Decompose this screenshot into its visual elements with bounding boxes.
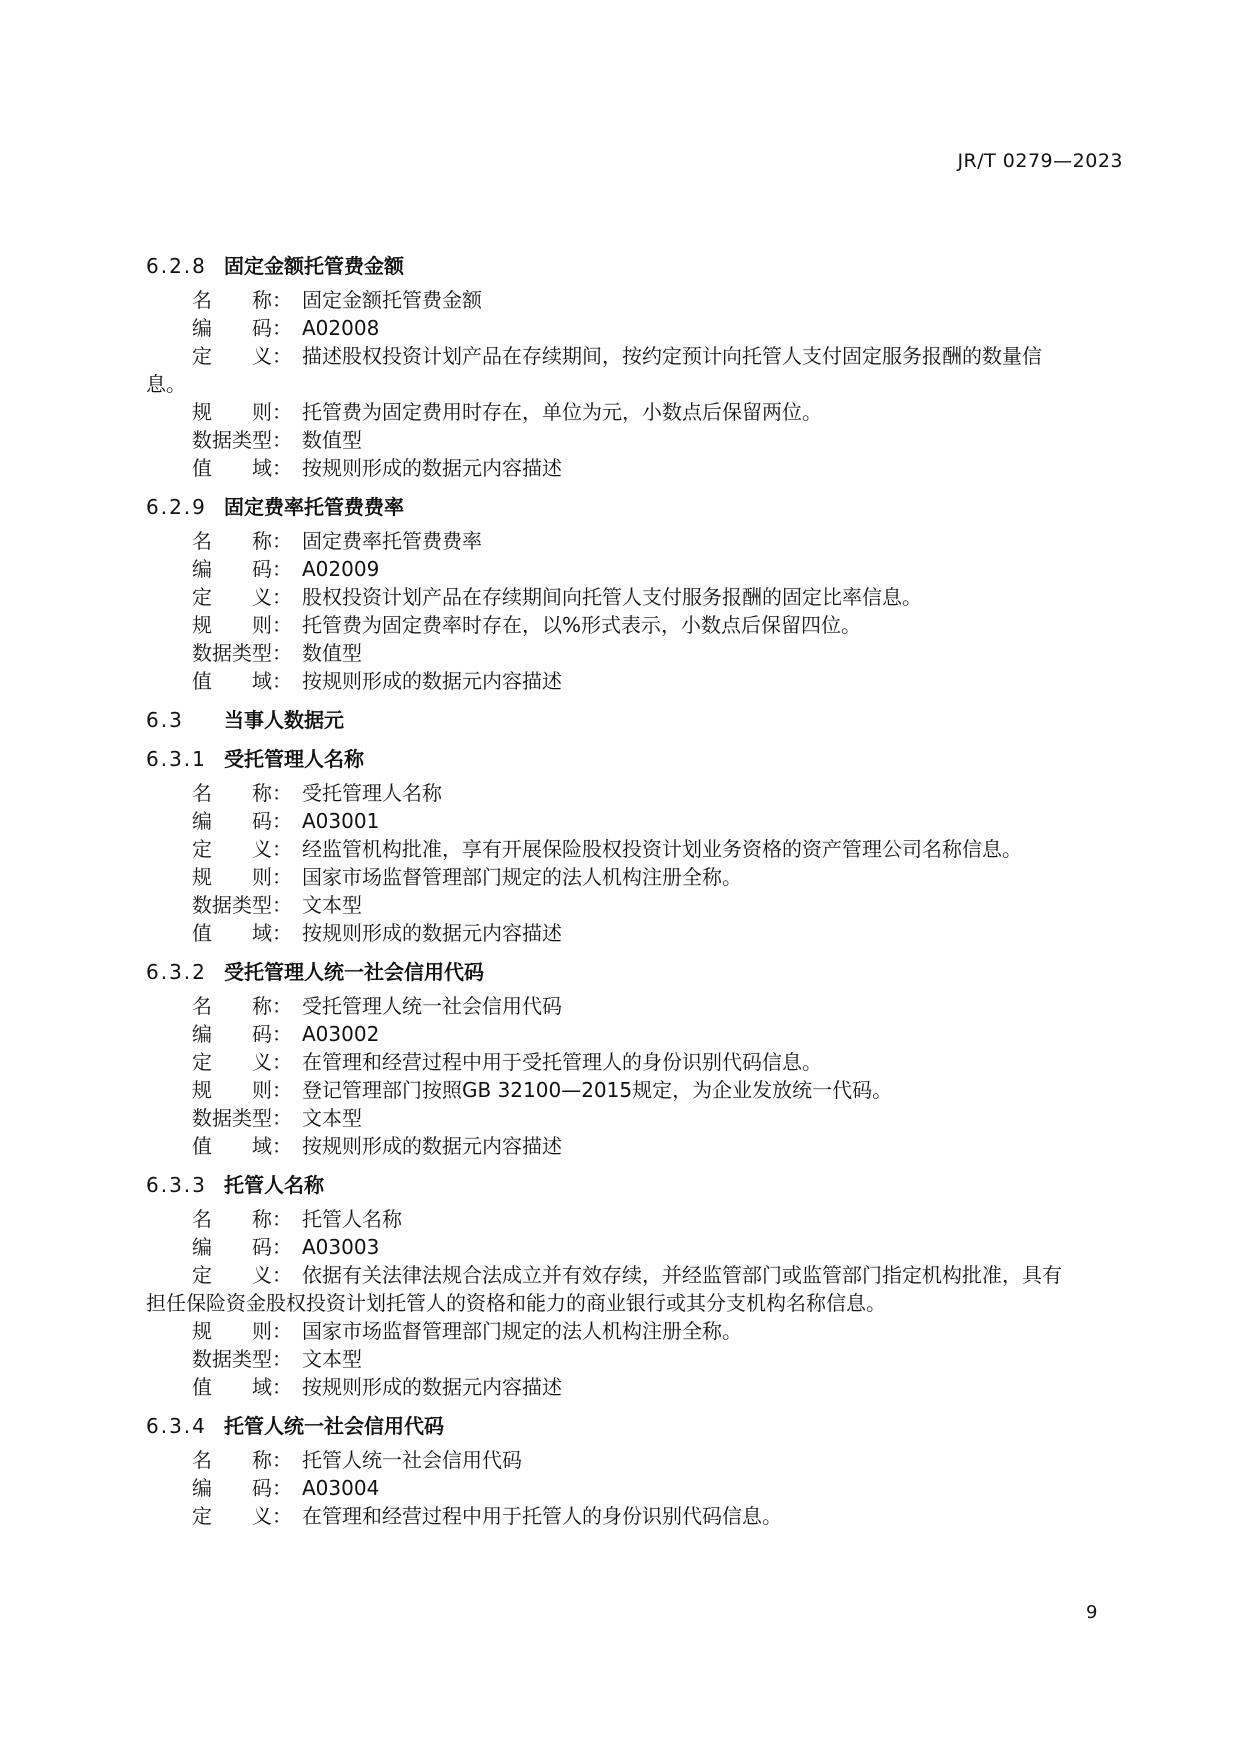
- field-row: [146, 639, 1126, 667]
- field-label: 名 称：: [192, 994, 292, 1018]
- field-row: [146, 527, 1126, 555]
- field-row: [146, 426, 1126, 454]
- field-row: [146, 1474, 1126, 1502]
- field-row: [146, 1317, 1126, 1345]
- field-label: 定 义：: [192, 1050, 292, 1074]
- field-label: 规 则：: [192, 400, 292, 424]
- field-row: [146, 1104, 1126, 1132]
- standard-code-header: JR/T 0279—2023: [957, 150, 1123, 172]
- field-row: [146, 398, 1126, 426]
- field-row: [146, 555, 1126, 583]
- page-number: 9: [1086, 1602, 1098, 1623]
- field-value: 托管费为固定费率时存在，以%形式表示，小数点后保留四位。: [302, 613, 862, 637]
- field-value: 股权投资计划产品在存续期间向托管人支付服务报酬的固定比率信息。: [302, 585, 922, 609]
- field-label: 值 域：: [192, 921, 292, 945]
- field-label: 定 义：: [192, 344, 292, 368]
- document-body: [146, 250, 1126, 1530]
- field-value: 登记管理部门按照GB 32100—2015规定，为企业发放统一代码。: [302, 1078, 893, 1102]
- field-label: 值 域：: [192, 669, 292, 693]
- field-value: 国家市场监督管理部门规定的法人机构注册全称。: [302, 865, 742, 889]
- section-number: 6.2.8: [146, 254, 207, 278]
- field-value: A03002: [302, 1022, 380, 1046]
- field-row: [146, 1261, 1126, 1317]
- section-heading: [146, 745, 1126, 773]
- field-value: 文本型: [302, 1347, 362, 1371]
- field-label: 定 义：: [192, 837, 292, 861]
- field-value: 受托管理人名称: [302, 781, 442, 805]
- field-row: [146, 1205, 1126, 1233]
- field-value: A03004: [302, 1476, 380, 1500]
- field-row: [146, 779, 1126, 807]
- field-label: 编 码：: [192, 809, 292, 833]
- field-value: 按规则形成的数据元内容描述: [302, 1134, 562, 1158]
- field-value: 在管理和经营过程中用于受托管理人的身份识别代码信息。: [302, 1050, 822, 1074]
- field-row: [146, 919, 1126, 947]
- field-value: 经监管机构批准，享有开展保险股权投资计划业务资格的资产管理公司名称信息。: [302, 837, 1022, 861]
- section-heading: [146, 706, 1126, 734]
- field-value: 按规则形成的数据元内容描述: [302, 456, 562, 480]
- field-row: [146, 1048, 1126, 1076]
- field-label: 名 称：: [192, 781, 292, 805]
- field-value: 数值型: [302, 641, 362, 665]
- field-value: A03001: [302, 809, 380, 833]
- section-heading: [146, 252, 1126, 280]
- field-label: 值 域：: [192, 456, 292, 480]
- field-value: 按规则形成的数据元内容描述: [302, 1375, 562, 1399]
- field-value: A03003: [302, 1235, 380, 1259]
- field-value-continuation: 息。: [146, 372, 186, 396]
- field-row: [146, 1345, 1126, 1373]
- field-value: 文本型: [302, 1106, 362, 1130]
- field-value: 固定金额托管费金额: [302, 288, 482, 312]
- field-label: 编 码：: [192, 1476, 292, 1500]
- field-value: 按规则形成的数据元内容描述: [302, 669, 562, 693]
- field-value: A02009: [302, 557, 380, 581]
- section-heading: [146, 493, 1126, 521]
- field-label: 编 码：: [192, 557, 292, 581]
- field-value: 托管人名称: [302, 1207, 402, 1231]
- section-title: 当事人数据元: [224, 708, 344, 732]
- section-title: 固定费率托管费费率: [224, 495, 404, 519]
- section-number: 6.3.3: [146, 1173, 207, 1197]
- field-value: 按规则形成的数据元内容描述: [302, 921, 562, 945]
- field-row: [146, 611, 1126, 639]
- field-row: [146, 1373, 1126, 1401]
- section-number: 6.3: [146, 708, 184, 732]
- field-value: 受托管理人统一社会信用代码: [302, 994, 562, 1018]
- section-number: 6.3.2: [146, 960, 207, 984]
- section-number: 6.2.9: [146, 495, 207, 519]
- section-number: 6.3.1: [146, 747, 207, 771]
- field-row: [146, 583, 1126, 611]
- field-value: 文本型: [302, 893, 362, 917]
- field-value: 国家市场监督管理部门规定的法人机构注册全称。: [302, 1319, 742, 1343]
- field-value: 依据有关法律法规合法成立并有效存续，并经监管部门或监管部门指定机构批准，具有: [302, 1263, 1062, 1287]
- field-row: [146, 835, 1126, 863]
- field-label: 名 称：: [192, 288, 292, 312]
- field-label: 编 码：: [192, 316, 292, 340]
- field-row: [146, 1233, 1126, 1261]
- field-row: [146, 1446, 1126, 1474]
- field-label: 编 码：: [192, 1022, 292, 1046]
- section-title: 受托管理人统一社会信用代码: [224, 960, 484, 984]
- field-label: 定 义：: [192, 1263, 292, 1287]
- field-label: 数据类型：: [192, 1106, 292, 1130]
- field-value: 数值型: [302, 428, 362, 452]
- field-value: 托管费为固定费用时存在，单位为元，小数点后保留两位。: [302, 400, 822, 424]
- field-row: [146, 891, 1126, 919]
- field-row: [146, 1502, 1126, 1530]
- field-row: [146, 1132, 1126, 1160]
- field-row: [146, 863, 1126, 891]
- field-row: [146, 807, 1126, 835]
- field-label: 定 义：: [192, 585, 292, 609]
- section-title: 托管人名称: [224, 1173, 324, 1197]
- field-row: [146, 314, 1126, 342]
- field-row: [146, 286, 1126, 314]
- field-label: 名 称：: [192, 529, 292, 553]
- field-label: 名 称：: [192, 1207, 292, 1231]
- field-label: 值 域：: [192, 1134, 292, 1158]
- section-title: 托管人统一社会信用代码: [224, 1414, 444, 1438]
- field-label: 值 域：: [192, 1375, 292, 1399]
- field-row: [146, 992, 1126, 1020]
- field-label: 编 码：: [192, 1235, 292, 1259]
- field-row: [146, 667, 1126, 695]
- field-value: 在管理和经营过程中用于托管人的身份识别代码信息。: [302, 1504, 782, 1528]
- field-row: [146, 342, 1126, 398]
- field-label: 规 则：: [192, 1078, 292, 1102]
- field-row: [146, 1020, 1126, 1048]
- field-label: 定 义：: [192, 1504, 292, 1528]
- field-row: [146, 454, 1126, 482]
- field-label: 名 称：: [192, 1448, 292, 1472]
- section-heading: [146, 1171, 1126, 1199]
- field-label: 规 则：: [192, 865, 292, 889]
- field-label: 规 则：: [192, 1319, 292, 1343]
- section-heading: [146, 1412, 1126, 1440]
- field-value: 描述股权投资计划产品在存续期间，按约定预计向托管人支付固定服务报酬的数量信: [302, 344, 1042, 368]
- section-heading: [146, 958, 1126, 986]
- field-value: 托管人统一社会信用代码: [302, 1448, 522, 1472]
- field-label: 数据类型：: [192, 1347, 292, 1371]
- field-label: 数据类型：: [192, 893, 292, 917]
- field-label: 数据类型：: [192, 641, 292, 665]
- field-value-continuation: 担任保险资金股权投资计划托管人的资格和能力的商业银行或其分支机构名称信息。: [146, 1291, 886, 1315]
- field-value: 固定费率托管费费率: [302, 529, 482, 553]
- field-row: [146, 1076, 1126, 1104]
- section-number: 6.3.4: [146, 1414, 207, 1438]
- section-title: 固定金额托管费金额: [224, 254, 404, 278]
- section-title: 受托管理人名称: [224, 747, 364, 771]
- field-label: 数据类型：: [192, 428, 292, 452]
- field-label: 规 则：: [192, 613, 292, 637]
- field-value: A02008: [302, 316, 380, 340]
